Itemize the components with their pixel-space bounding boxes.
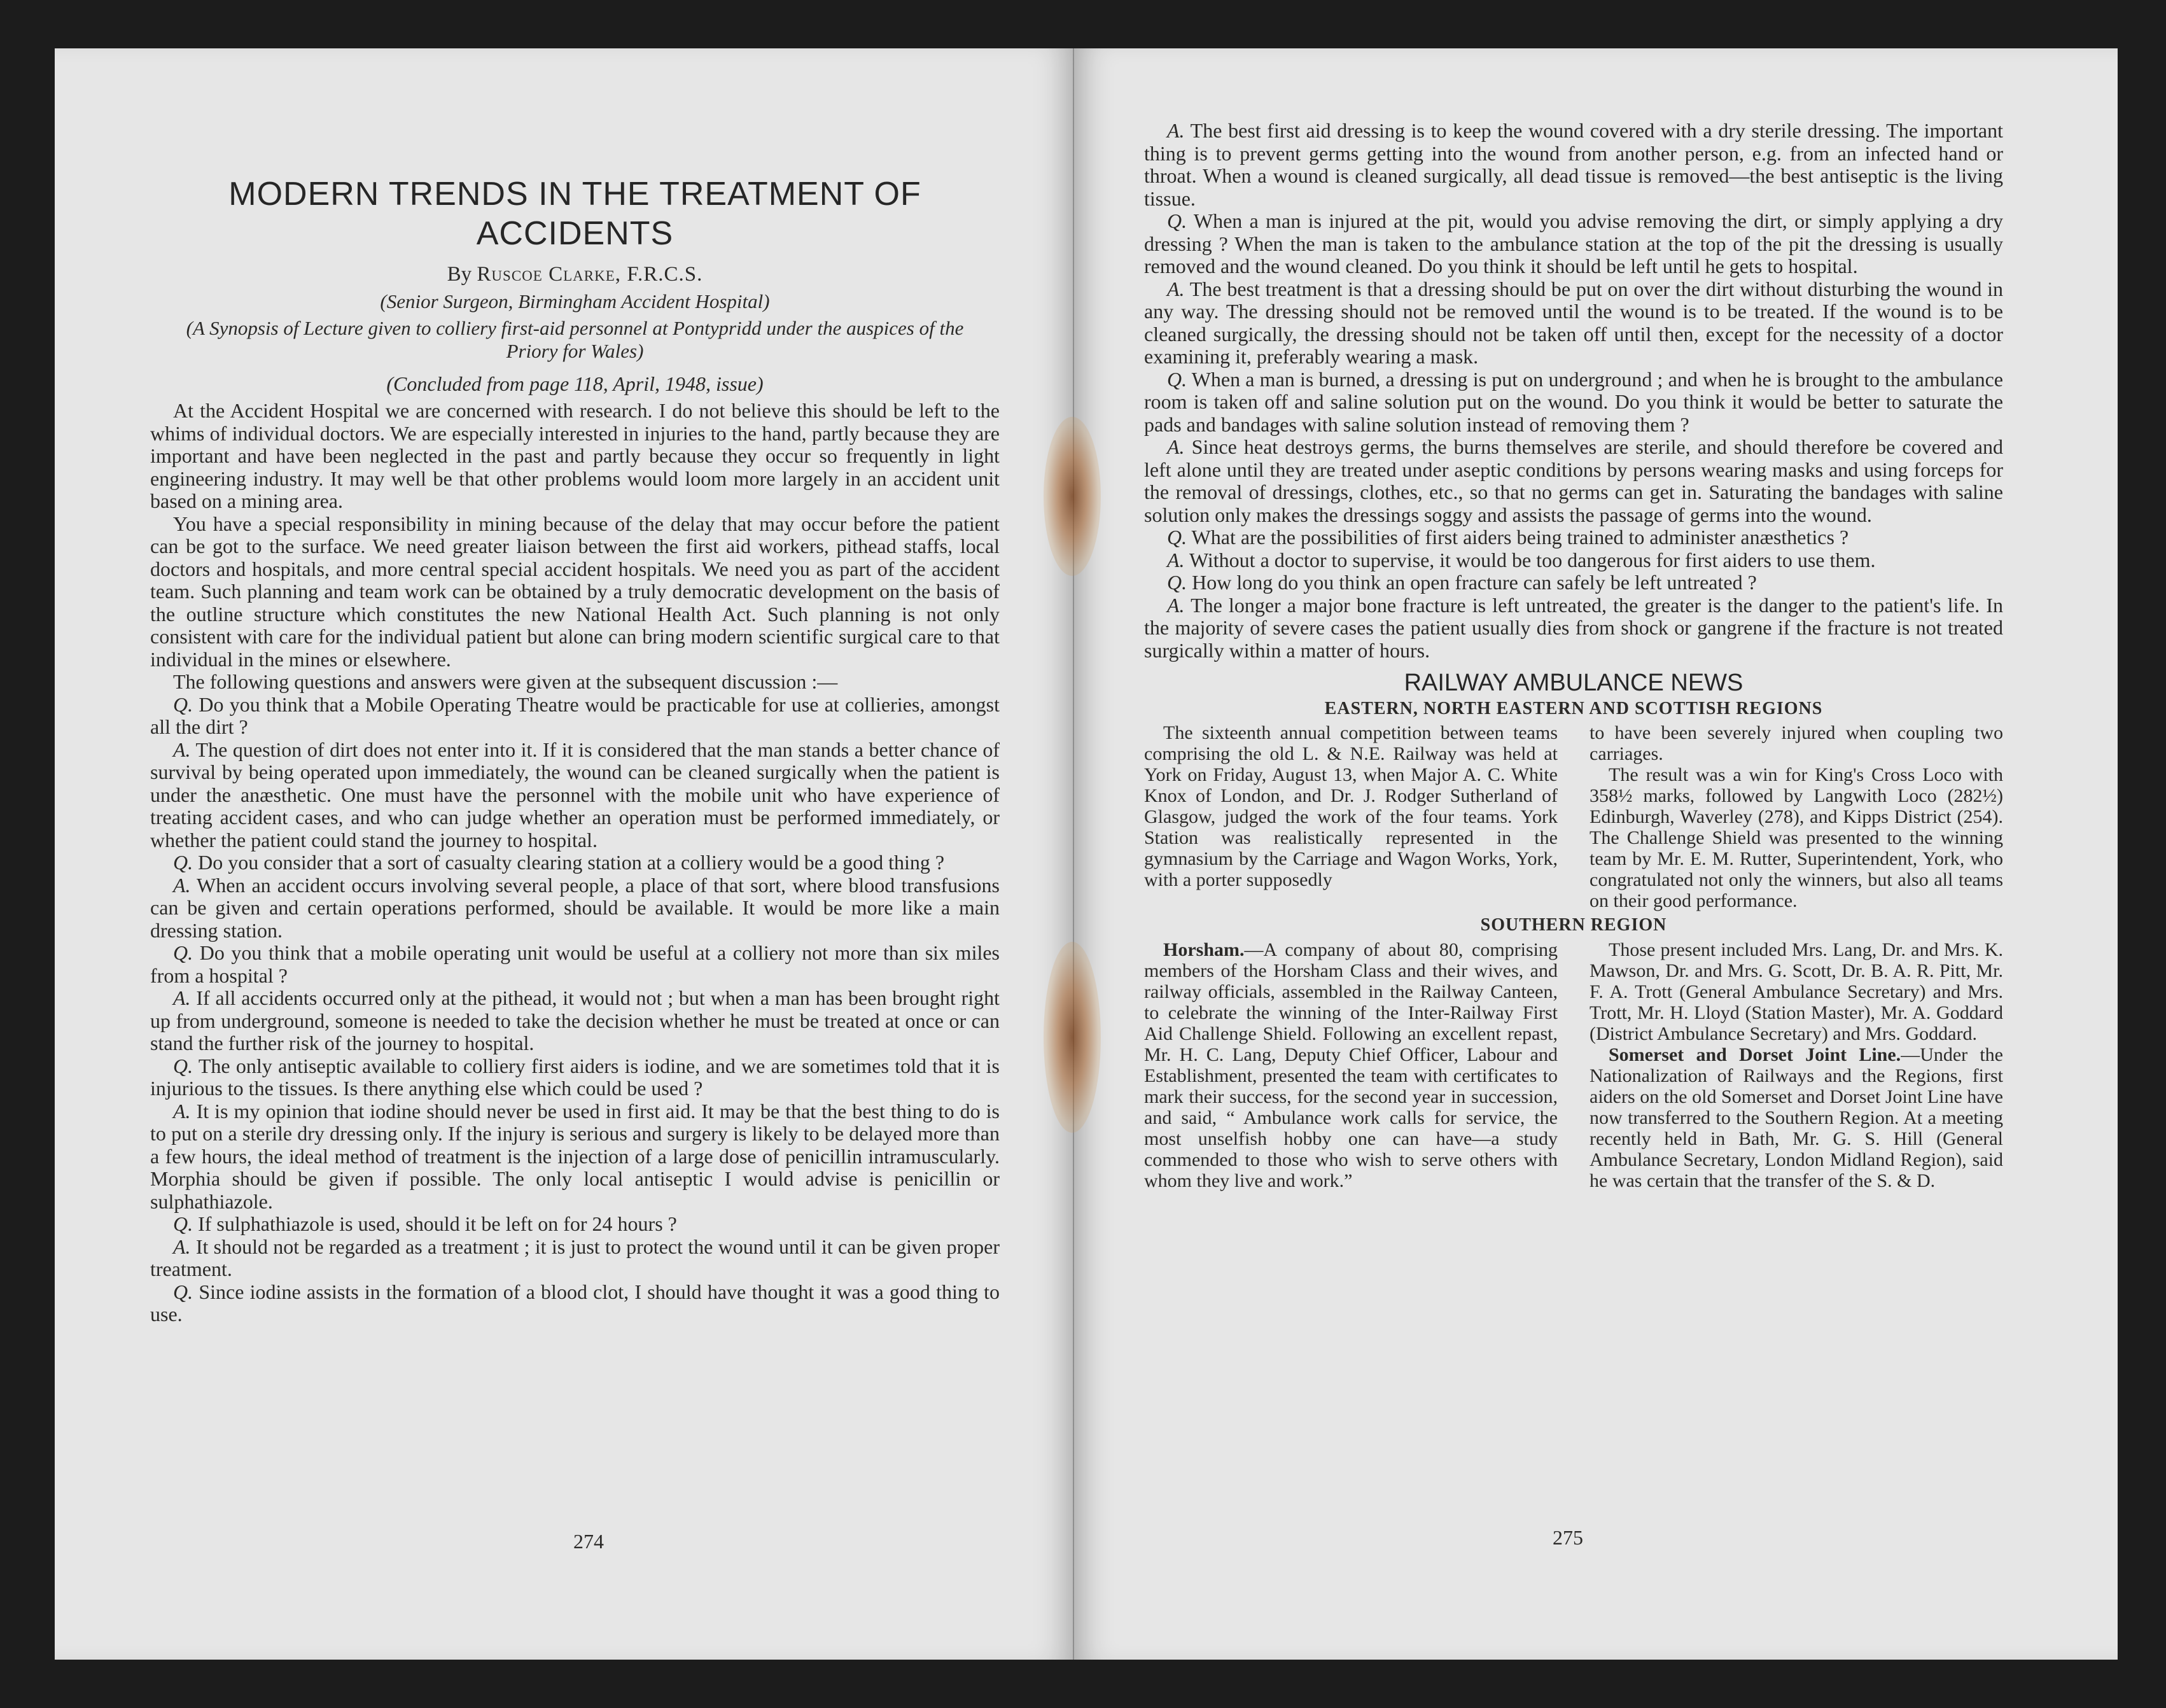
qa-label: Q. [173, 941, 193, 964]
news-text: —A company of about 80, comprising members of the Horsham Class and their wives, and railway officials, assembled in the Railway Canteen, to celebrate the winning of the Inter-Railway First Aid Challenge Shield. Following an excellent repast, Mr. H. C. Lang, Deputy Chief Officer, Labour and Establishment, presented the team with certificates to mark their success, for the second year in succession, and said, “ Ambulance work calls for service, the most unselfish hobby one can have—a study commended to those who wish to serve others with whom they live and work.” [1144, 939, 1558, 1191]
qa-text: It is my opinion that iodine should never be used in first aid. It may be that the best thing to do is to put on a sterile dry dressing only. If the injury is serious and surgery is likely to be delayed more than a few hours, the ideal method of treatment is the injection of a large dose of penicillin intramuscularly. Morphia should be given if possible. The only local antiseptic I would advise is penicillin or sulphathiazole. [150, 1099, 1000, 1213]
right-page [1074, 48, 2118, 1660]
qa-text: Do you think that a Mobile Operating Theatre would be practicable for use at collieries, amongst all the dirt ? [150, 692, 1000, 738]
qa-label: A. [1167, 548, 1185, 571]
qa-text: The best first aid dressing is to keep the wound covered with a dry sterile dressing. The important thing is to prevent germs getting into the wound from another person, e.g. from an infected hand or throat. When a wound is cleaned surgically, all dead tissue is removed—the best antiseptic is the living tissue. [1144, 119, 2004, 210]
qa-text: If all accidents occurred only at the pithead, it would not ; but when a man has been brought right up from underground, someone is needed to take the decision whether he must be treated at once or can stand the further risk of the journey to hospital. [150, 986, 1000, 1054]
byline [150, 262, 1000, 286]
rust-stain [1044, 942, 1101, 1133]
qa-text: The best treatment is that a dressing should be put on over the dirt without disturbing the wound in any way. The dressing should not be removed until the wound is to be treated. If the wound is to be cleaned surgically, the dressing should not be taken off until then, except for the necessity of a doctor examining it, preferably wearing a mask. [1144, 277, 2004, 368]
column-left [1144, 722, 1558, 911]
qa-label: Q. [1167, 571, 1187, 594]
news-paragraph: Those present included Mrs. Lang, Dr. and Mrs. K. Mawson, Dr. and Mrs. G. Scott, Dr. B. A. R. Pitt, Mr. F. A. Trott (General Ambulance Secretary) and Mrs. Trott, Mr. H. Lloyd (Station Master), Mr. A. Goddard (District Ambulance Secretary) and Mrs. Goddard. [1590, 939, 2003, 1044]
qa-text: The longer a major bone fracture is left untreated, the greater is the danger to the patient's life. In the majority of severe cases the patient usually dies from shock or gangrene if the fracture is not treated surgically within a matter of hours. [1144, 593, 2004, 662]
left-page [55, 48, 1073, 1660]
column-right [1590, 939, 2003, 1191]
qa-label: Q. [173, 692, 193, 716]
qa-text: When an accident occurs involving several people, a place of that sort, where blood transfusions can be given and certain operations performed, should be available. It would be more like a main dressing station. [150, 873, 1000, 942]
left-page-content [150, 123, 1000, 1326]
qa-label: A. [173, 986, 191, 1009]
news-section-title: RAILWAY AMBULANCE NEWS [1404, 669, 1743, 696]
qa-item [1144, 526, 2003, 549]
article-title: MODERN TRENDS IN THE TREATMENT OF ACCIDENTS [228, 176, 921, 252]
qa-text: Do you consider that a sort of casualty clearing station at a colliery would be a good thing ? [198, 851, 945, 874]
paragraph: The following questions and answers were given at the subsequent discussion :— [173, 670, 838, 693]
qa-item [150, 694, 1000, 739]
qa-item [1144, 436, 2003, 526]
news-paragraph [1144, 939, 1558, 1191]
qa-text: Without a doctor to supervise, it would be too dangerous for first aiders to use them. [1189, 548, 1876, 571]
qa-text: The only antiseptic available to colliery first aiders is iodine, and we are sometimes told that it is injurious to the tissues. Is there anything else which could be used ? [150, 1054, 1000, 1100]
qa-label: A. [173, 738, 191, 761]
qa-item [150, 1236, 1000, 1281]
qa-label: A. [1167, 593, 1185, 617]
paragraph: You have a special responsibility in mining because of the delay that may occur before the patient can be got to the surface. We need greater liaison between the first aid workers, pithead staffs, local doctors and hospitals, and more central special accident hospitals. We need you as part of the accident team. Such planning and team work can be obtained by a truly democratic development on the basis of the outline structure which constitutes the new National Health Act. Such planning is not only consistent with care for the individual patient but alone can bring modern scientific surgical care to that individual in the mines or elsewhere. [150, 512, 1000, 671]
qa-item [1144, 571, 2003, 594]
two-column-block [1144, 722, 2003, 911]
qa-item [150, 987, 1000, 1055]
region-heading: EASTERN, NORTH EASTERN AND SCOTTISH REGIONS [1324, 698, 1823, 718]
qa-item [1144, 210, 2003, 278]
qa-label: A. [173, 873, 191, 897]
news-lead: Somerset and Dorset Joint Line. [1609, 1044, 1901, 1065]
qa-text: When a man is burned, a dressing is put on underground ; and when he is brought to the ambulance room is taken off and saline solution put on the wound. Do you think it would be better to saturate the pads and bandages with saline solution instead of removing them ? [1144, 367, 2004, 436]
qa-text: How long do you think an open fracture can safely be left untreated ? [1192, 571, 1757, 594]
rust-stain [1044, 417, 1101, 576]
news-paragraph [1590, 1044, 2003, 1191]
qa-item [150, 1100, 1000, 1214]
qa-item [150, 942, 1000, 987]
qa-item [150, 851, 1000, 874]
page-number: 274 [573, 1530, 604, 1553]
qa-item [150, 1213, 1000, 1236]
qa-item [1144, 278, 2003, 368]
qa-label: A. [1167, 119, 1185, 142]
qa-label: Q. [173, 1212, 193, 1235]
qa-label: Q. [173, 851, 193, 874]
qa-text: What are the possibilities of first aiders being trained to administer anæsthetics ? [1191, 526, 1849, 549]
qa-label: Q. [1167, 367, 1187, 391]
qa-item [150, 1281, 1000, 1326]
qa-item [1144, 549, 2003, 572]
author-name: Ruscoe Clarke, F.R.C.S. [477, 263, 703, 286]
qa-label: A. [1167, 277, 1185, 300]
region-heading: SOUTHERN REGION [1480, 915, 1667, 935]
qa-label: A. [173, 1235, 191, 1258]
qa-text: The question of dirt does not enter into it. If it is considered that the man stands a better chance of survival by being operated upon immediately, the wound can be cleaned surgically when the patient is under the anæsthetic. One must have the personnel with the mobile unit who have experience of treating accident cases, and who can judge whether an operation must be performed immediately, or whether the patient could stand the journey to hospital. [150, 738, 1000, 851]
qa-item [1144, 594, 2003, 662]
qa-text: Since heat destroys germs, the burns themselves are sterile, and should therefore be covered and left alone until they are treated under aseptic conditions by persons wearing masks and using forceps for the removal of dressings, clothes, etc., so that no germs can get in. Saturating the bandages with saline solution only makes the dressings soggy and assists the passage of germs into the wound. [1144, 435, 2003, 526]
qa-item [150, 1055, 1000, 1100]
right-page-content [1144, 120, 2003, 1191]
qa-text: Since iodine assists in the formation of a blood clot, I should have thought it was a good thing to use. [150, 1280, 1000, 1326]
news-paragraph: to have been severely injured when coupling two carriages. [1590, 722, 2003, 764]
lecture-synopsis: (A Synopsis of Lecture given to colliery first-aid personnel at Pontypridd under the auspices of the Priory for Wales) [186, 317, 964, 362]
page-number: 275 [1553, 1526, 1583, 1549]
qa-item [1144, 368, 2003, 437]
byline-prefix: By [447, 263, 472, 286]
qa-item [150, 874, 1000, 942]
qa-label: A. [173, 1099, 191, 1123]
two-column-block [1144, 939, 2003, 1191]
news-text: —Under the Nationalization of Railways and the Regions, first aiders on the old Somerset and Dorset Joint Line have now transferred to the Southern Region. At a meeting recently held in Bath, Mr. G. S. Hill (General Ambulance Secretary, London Midland Region), said he was certain that the transfer of the S. & D. [1590, 1044, 2003, 1191]
qa-label: Q. [1167, 526, 1187, 549]
qa-item [1144, 120, 2003, 210]
qa-label: A. [1167, 435, 1185, 458]
author-role: (Senior Surgeon, Birmingham Accident Hospital) [380, 290, 770, 312]
qa-label: Q. [1167, 209, 1187, 232]
qa-text: When a man is injured at the pit, would you advise removing the dirt, or simply applying a dry dressing ? When the man is taken to the ambulance station at the top of the pit the dressing is usually removed and the wound cleaned. Do you think it should be left until he gets to hospital. [1144, 209, 2004, 277]
column-left [1144, 939, 1558, 1191]
column-right [1590, 722, 2003, 911]
news-paragraph: The result was a win for King's Cross Loco with 358½ marks, followed by Langwith Loco (282½) Edinburgh, Waverley (278), and Kipps District (254). The Challenge Shield was presented to the winning team by Mr. E. M. Rutter, Superintendent, York, who congratulated not only the winners, but also all teams on their good performance. [1590, 764, 2003, 911]
continuation-note: (Concluded from page 118, April, 1948, issue) [386, 372, 764, 395]
qa-text: If sulphathiazole is used, should it be left on for 24 hours ? [198, 1212, 677, 1235]
qa-text: Do you think that a mobile operating unit would be useful at a colliery not more than six miles from a hospital ? [150, 941, 1000, 987]
qa-label: Q. [173, 1280, 193, 1303]
news-lead: Horsham. [1163, 939, 1245, 960]
qa-text: It should not be regarded as a treatment ; it is just to protect the wound until it can be given proper treatment. [150, 1235, 1000, 1280]
qa-item [150, 739, 1000, 852]
news-paragraph: The sixteenth annual competition between teams comprising the old L. & N.E. Railway was held at York on Friday, August 13, when Major A. C. White Knox of London, and Dr. J. Rodger Sutherland of Glasgow, judged the work of the four teams. York Station was realistically represented in the gymnasium by the Carriage and Wagon Works, York, with a porter supposedly [1144, 722, 1558, 890]
paragraph: At the Accident Hospital we are concerned with research. I do not believe this should be left to the whims of individual doctors. We are especially interested in injuries to the hand, partly because they are important and have been neglected in the past and partly because they occur so frequently in light engineering industry. It may well be that other problems would loom more largely in an accident unit based on a mining area. [150, 399, 1000, 512]
qa-label: Q. [173, 1054, 193, 1077]
